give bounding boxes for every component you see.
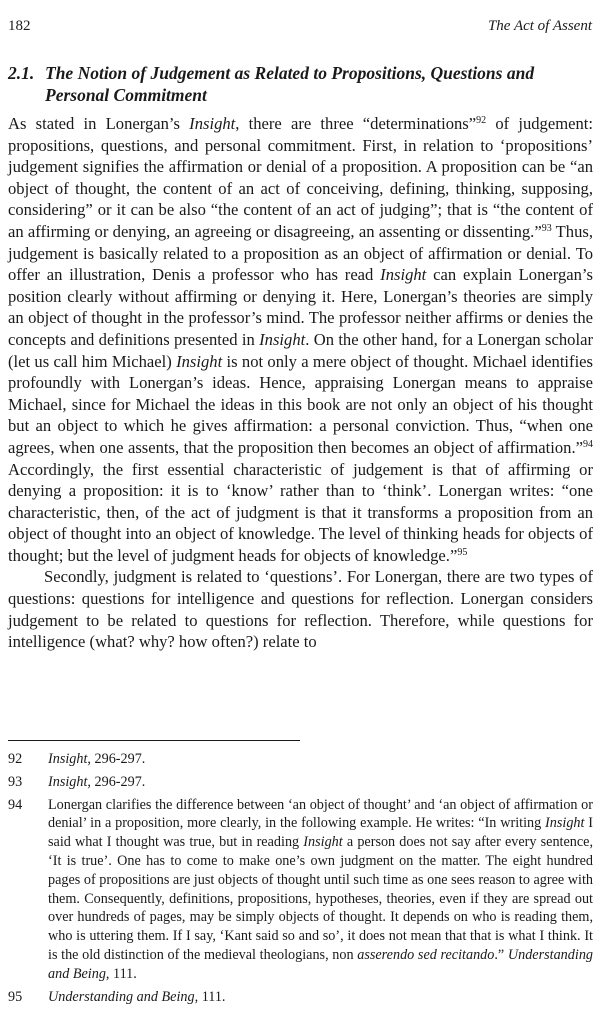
text-run: .” xyxy=(494,946,508,963)
footnotes xyxy=(8,750,593,1010)
text-run: of judgement: propositions, questions, and personal commitment. First, in relation to ‘propositions’ judgement signifies the affirmation or denial of a proposition. A proposition can be “an object of thought, the content of an act of conceiving, defining, thinking, supposing, considering” or it can be also “the content of an act of judging”; that is “the content of an affirming or denying, an agreeing or disagreeing, an assenting or dissenting.” xyxy=(8,114,594,241)
text-run: Thus, judgement is basically related to a proposition as an object of affirmation or denial. To offer an illustration, Denis a professor who has read xyxy=(8,221,594,285)
section-number: 2.1. xyxy=(8,63,35,83)
footnote-text xyxy=(48,750,593,769)
footnote-text xyxy=(48,773,593,792)
footnote-ref-95[interactable]: 95 xyxy=(457,546,468,558)
italic-latin: asserendo sed recitando xyxy=(357,946,495,963)
italic-title: Insight xyxy=(48,773,88,790)
text-run: , there are three “determinations” xyxy=(235,114,477,133)
footnote-number: 93 xyxy=(8,773,23,790)
footnote-92 xyxy=(8,750,593,769)
section-title-line1: The Notion of Judgement as Related to Propositions, Questions and xyxy=(45,63,535,83)
text-run: . On the other hand, for a Lonergan scholar (let us call him Michael) xyxy=(8,329,593,371)
footnote-number: 92 xyxy=(8,751,23,767)
footnote-text xyxy=(48,796,593,984)
footnote-ref-92[interactable]: 92 xyxy=(476,115,487,126)
section-heading xyxy=(8,62,593,106)
italic-title: Insight xyxy=(176,351,223,371)
footnote-93 xyxy=(8,773,593,792)
body-text xyxy=(8,113,593,653)
footnote-divider xyxy=(8,740,300,741)
footnote-ref-93[interactable]: 93 xyxy=(541,222,552,234)
italic-title: Insight xyxy=(380,265,427,285)
text-run: , 111. xyxy=(105,965,137,982)
italic-title: Insight xyxy=(48,751,88,767)
text-run: , 296-297. xyxy=(87,751,146,767)
text-run: Accordingly, the first essential characteristic of judgement is that of affirming or denying a proposition: it is to ‘know’ rather than to ‘think’. Lonergan writes: “one characteristic, then, of the act of judgment is that it transforms a proposition from an object of thought into an object of knowledge. The level of thinking heads for objects of thought; but the level of judgment heads for objects of knowledge.” xyxy=(8,459,593,565)
italic-title: Insight xyxy=(545,815,585,832)
italic-title: Insight xyxy=(259,329,306,349)
text-run: , 296-297. xyxy=(87,773,146,790)
italic-title: Understanding and Being xyxy=(48,988,195,1005)
footnote-ref-94[interactable]: 94 xyxy=(583,438,593,450)
running-title: The Act of Assent xyxy=(487,18,592,34)
footnote-95 xyxy=(8,988,593,1007)
text-run: can explain Lonergan’s position clearly without affirming or denying it. Here, Lonergan’s theories are simply an object of thought in the professor’s mind. The professor neither affirms or denies the concepts and definitions presented in xyxy=(8,265,593,349)
italic-title: Insight xyxy=(189,114,236,133)
text-run: Lonergan clarifies the difference between ‘an object of thought’ and ‘an object of affirmation or denial’ in a proposition, more clearly, in the following example. He writes: “In writing xyxy=(48,796,593,832)
text-run: , 111. xyxy=(194,988,226,1005)
section-title-line2: Personal Commitment xyxy=(45,85,207,105)
text-run: a person does not say after every sentence, ‘It is true’. One has to come to make one’s own judgment on the matter. The eight hundred pages of propositions are just objects of thought until such time as one sees reason to agree with them. Consequently, definitions, propositions, hypotheses, theories, even if they are spread out over hundreds of pages, may be simply objects of thought. It depends on who is reading them, who is uttering them. If I say, ‘Kant said so and so’, it does not mean that that is what I think. It is the old distinction of the medieval theologians, non xyxy=(48,834,594,963)
italic-title: Understanding and Being xyxy=(48,946,593,982)
footnote-number: 94 xyxy=(8,796,23,813)
text-run: As stated in Lonergan’s xyxy=(8,114,190,133)
page-header xyxy=(8,18,592,38)
footnote-number: 95 xyxy=(8,988,23,1005)
paragraph-2: Secondly, judgment is related to ‘questions’. For Lonergan, there are two types of questions: questions for intelligence and questions for reflection. Lonergan considers judgement to be related to questions for reflection. Therefore, while questions for intelligence (what? why? how often?) relate to xyxy=(8,567,593,652)
paragraph-1 xyxy=(8,113,593,566)
text-run: is not only a mere object of thought. Michael identifies profoundly with Lonergan’s ideas. Hence, appraising Lonergan means to appraise Michael, since for Michael the ideas in this book are not only an object of his thought but an object to which he gives affirmation: a personal conviction. Thus, “when one agrees, when one assents, that the proposition then becomes an object of affirmation.” xyxy=(8,351,593,457)
footnote-text xyxy=(48,988,593,1007)
page-number: 182 xyxy=(8,18,31,34)
italic-title: Insight xyxy=(303,834,343,851)
footnote-94 xyxy=(8,796,593,984)
text-run: I said what I thought was true, but in reading xyxy=(48,815,593,851)
